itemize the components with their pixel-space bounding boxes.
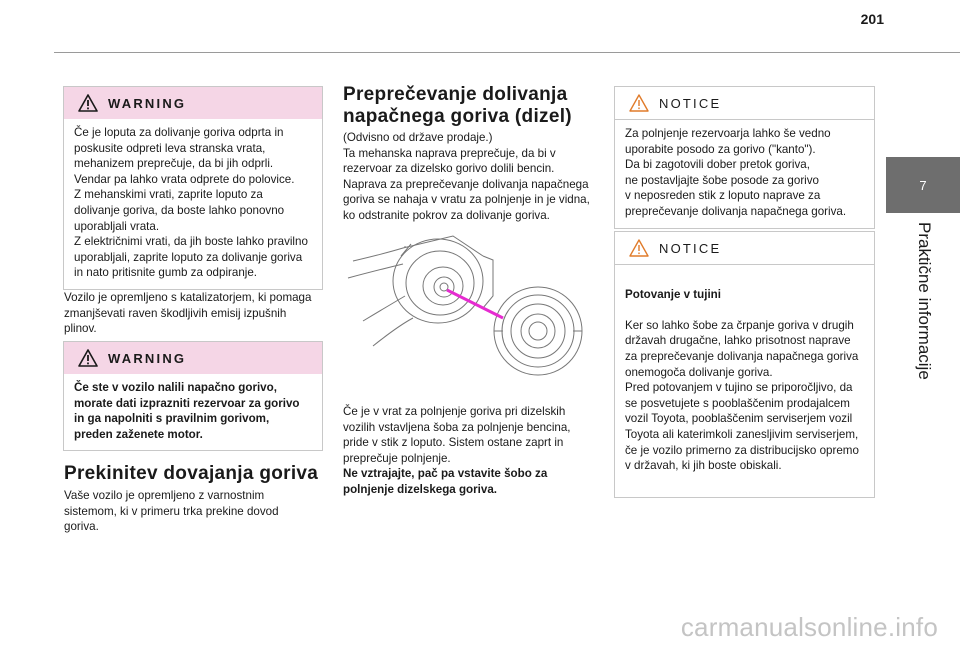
warning-header [64,342,322,374]
watermark: carmanualsonline.info [680,612,938,642]
nozzle-paragraph-bold: Ne vztrajajte, pač pa vstavite šobo za polnjenje dizelskega goriva. [343,467,548,496]
warning-header [64,87,322,119]
fuel-cutoff-paragraph: Vaše vozilo je opremljeno z varnostnim sistemom, ki v primeru trka prekine dovod goriva. [64,489,279,534]
nozzle-paragraph: Če je v vrat za polnjenje goriva pri dizelskih vozilih vstavljena šoba za polnjenje bencina, pride v stik z loputo. Sistem ostane zaprt in preprečuje polnjenje. [343,405,571,465]
warning-triangle-icon [78,349,98,367]
warning-box-fuel [63,341,323,451]
notice-box-travel [614,231,875,498]
warning-title: WARNING [108,95,187,111]
warning-triangle-icon [78,94,98,112]
chapter-number: 7 [919,177,927,193]
notice-triangle-icon [629,239,649,257]
notice-header [615,87,874,119]
notice-title: NOTICE [659,240,722,256]
notice-box-canister [614,86,875,229]
misfuel-paragraph: (Odvisno od države prodaje.) Ta mehanska naprava preprečuje, da bi v rezervoar za dizelsko gorivo dolili bencin. Naprava za preprečevanje dolivanja napačnega goriva se nahaja v vratu za polnjenje in je vidna, ko odstranite pokrov za dolivanje goriva. [343,131,590,222]
warning-box-door [63,86,323,290]
notice-header [615,232,874,264]
catalyst-paragraph: Vozilo je opremljeno s katalizatorjem, ki pomaga zmanjševati raven škodljivih emisij izpušnih plinov. [64,291,312,336]
notice-subtitle: Potovanje v tujini [625,287,721,301]
fuel-filler-neck-icon [343,226,583,386]
notice-triangle-icon [629,94,649,112]
notice-text: Ker so lahko šobe za črpanje goriva v drugih državah drugačne, lahko prisotnost naprave za preprečevanje dolivanja napačnega goriva onemogoča dolivanje goriva. Pred potovanjem v tujino se priporočljivo, da se posvetujete s pooblaščenim prodajalcem vozil Toyota, pooblaščenim serviserjem vozil Toyota ali katerimkoli zanesljivim serviserjem, če je vozilo primerno za distribucijsko opremo v državah, ki jih boste obiskali. [625,318,859,473]
chapter-tab[interactable] [886,157,960,213]
warning-title: WARNING [108,350,187,366]
chapter-label: Praktične informacije [915,222,934,380]
warning-text: Če ste v vozilo nalili napačno gorivo, morate dati izprazniti rezervoar za gorivo in ga napolniti s pravilnim gorivom, preden zaženete motor. [74,381,300,441]
warning-text: Če je loputa za dolivanje goriva odprta in poskusite odpreti leva stranska vrata, mehanizem preprečuje, da bi jih odprli. Vendar pa lahko vrata odprete do polovice. Z mehanskimi vrati, zaprite loputo za dolivanje goriva, da boste lahko ponovno uporabljali vrata. Z električnimi vrati, da jih boste lahko pravilno uporabljali, zaprite loputo za dolivanje goriva in nato pritisnite gumb za odpiranje. [74,126,308,280]
header-rule [54,52,960,53]
page-number: 201 [860,11,884,27]
fuel-filler-illustration [343,226,583,386]
section-heading-fuel-cutoff: Prekinitev dovajanja goriva [64,463,319,484]
notice-body [615,264,874,497]
notice-title: NOTICE [659,95,722,111]
section-heading-misfuel: Preprečevanje dolivanja napačnega goriva (dizel) [343,84,572,127]
notice-text: Za polnjenje rezervoarja lahko še vedno uporabite posodo za gorivo ("kanto"). Da bi zagotovili dober pretok goriva, ne postavljajte šobe posode za gorivo v neposreden stik z loputo naprave za preprečevanje dolivanja napačnega goriva. [615,119,874,228]
